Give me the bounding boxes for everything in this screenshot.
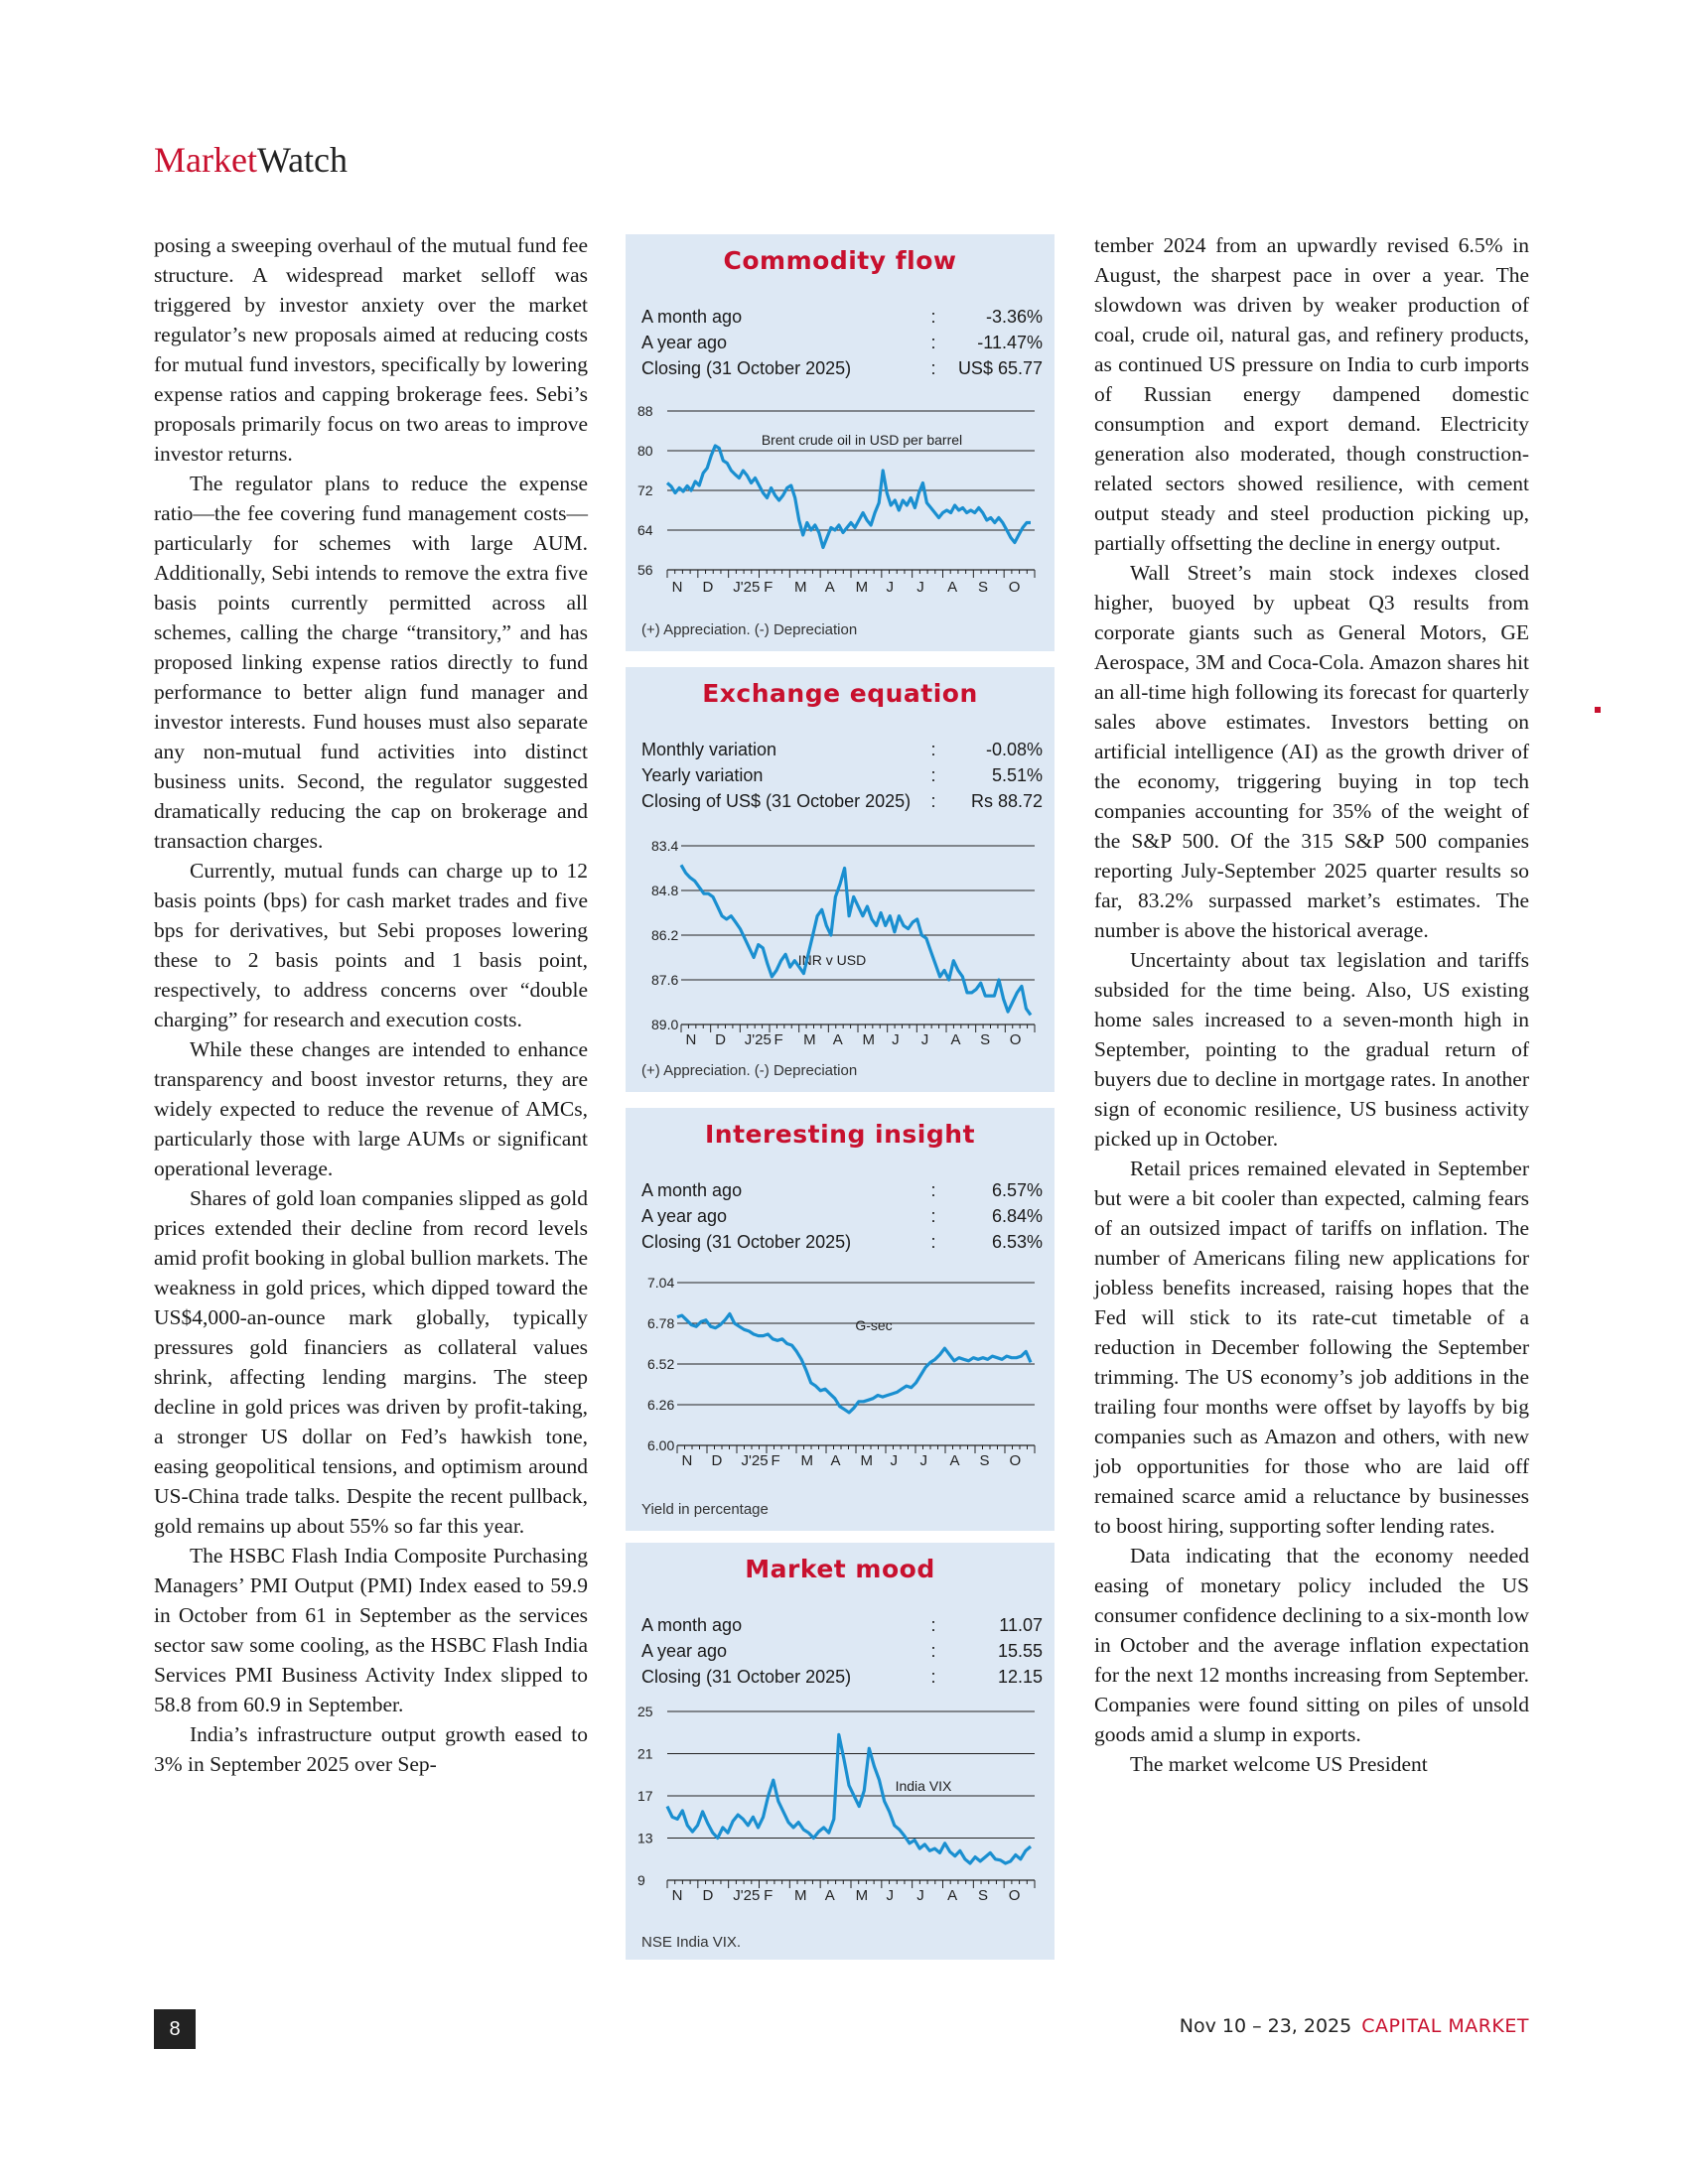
y-tick-label: 89.0 [651,1017,679,1032]
y-tick-label: 72 [637,482,653,498]
stats-row [641,737,1043,762]
stat-value: 6.53% [991,1232,1043,1252]
x-tick-label: D [702,579,714,596]
footer-info [1180,2015,1529,2037]
x-tick-label: M [862,1031,875,1048]
x-tick-label: O [1009,1452,1022,1469]
chart-note: Yield in percentage [641,1501,769,1518]
x-tick-label: M [793,579,807,596]
panel-title: Interesting insight [704,1120,976,1149]
stat-value: 12.15 [997,1667,1043,1687]
x-tick-label: J [920,1031,929,1048]
x-tick-label: M [860,1452,873,1469]
x-tick-label: J [886,579,894,596]
x-tick-label: N [671,579,683,596]
x-tick-label: N [685,1031,697,1048]
x-tick-label: O [1008,1887,1021,1904]
x-tick-label: J'25 [744,1031,772,1048]
y-tick-label: 87.6 [651,972,679,988]
stat-label: Monthly variation [641,740,777,759]
stats-row [641,1664,1043,1690]
india-vix-chart [626,1702,1055,1930]
stats-row [641,355,1043,381]
paragraph: The regulator plans to reduce the expense ratio—the fee covering fund management costs—particularly for schemes with large AUM. Additionally, Sebi intends to remove the extra five basis points currently permitted across all schemes, calling the charge “transitory,” and has proposed linking expense ratios directly to fund performance to better align fund manager and investor interests. Fund houses must also separate any non-mutual fund activities into distinct business units. Second, the regulator suggested dramatically reducing the cap on brokerage and transaction charges. [154,472,588,853]
paragraph: The HSBC Flash India Composite Purchasing Managers’ PMI Output (PMI) Index eased to 59.9 in October from 61 in September as the services sector saw some cooling, as the HSBC Flash India Services PMI Business Activity Index slipped to 58.8 from 60.9 in September. [154,1544,588,1716]
stats-row [641,1612,1043,1638]
x-tick-label: A [824,579,835,596]
x-tick-label: J [890,1452,898,1469]
x-tick-label: D [711,1452,723,1469]
x-tick-label: J [886,1887,894,1904]
stat-value: -11.47% [977,333,1043,352]
stats-table [641,304,1043,381]
x-tick-label: J [892,1031,900,1048]
chart-note: (+) Appreciation. (-) Depreciation [641,1062,858,1079]
stat-label: Closing (31 October 2025) [641,1667,852,1687]
x-tick-label: A [949,1452,960,1469]
stat-colon: : [930,1232,936,1252]
left-column [154,230,588,1779]
stats-row [641,788,1043,814]
series-label: Brent crude oil in USD per barrel [761,432,963,448]
y-tick-label: 86.2 [651,927,679,943]
x-tick-label: S [977,1887,988,1904]
magazine-brand: CAPITAL MARKET [1361,2015,1529,2037]
x-tick-label: F [764,1887,774,1904]
paragraph: tember 2024 from an upwardly revised 6.5% in August, the sharpest pace in over a year. The slowdown was driven by weaker production of coal, crude oil, natural gas, and refinery products, as continued US pressure on India to curb imports of Russian energy dampened domestic consumption and export demand. Electricity generation also moderated, though construction-related sectors showed resilience, with cement output steady and steel production picking up, partially offsetting the decline in energy output. [1094,233,1529,555]
x-tick-label: J'25 [741,1452,769,1469]
y-tick-label: 83.4 [651,838,679,854]
x-tick-label: M [855,579,869,596]
gsec-chart [626,1267,1055,1505]
x-tick-label: F [764,579,774,596]
paragraph: Data indicating that the economy needed easing of monetary policy included the US consumer confidence declining to a six-month low in October and the average inflation expectation for the next 12 months increasing from September. Companies were found sitting on piles of unsold goods amid a slump in exports. [1094,1544,1529,1746]
series-label: India VIX [895,1778,952,1794]
y-tick-label: 25 [637,1704,653,1719]
stat-colon: : [930,1641,936,1661]
paragraph: While these changes are intended to enhance transparency and boost investor returns, they are widely expected to reduce the revenue of AMCs, particularly those with large AUMs or significant operational leverage. [154,1037,588,1180]
x-tick-label: J'25 [733,579,761,596]
series-label: G-sec [855,1317,893,1333]
stat-colon: : [930,1180,936,1200]
stats-row [641,330,1043,355]
paragraph: India’s infrastructure output growth eased to 3% in September 2025 over Sep- [154,1722,588,1776]
stat-colon: : [930,740,936,759]
stat-label: A year ago [641,1206,728,1226]
x-tick-label: S [980,1031,991,1048]
panel-title: Exchange equation [702,679,978,708]
stat-colon: : [930,333,936,352]
stat-label: Closing of US$ (31 October 2025) [641,791,912,811]
masthead-market: Market [154,140,257,180]
issue-date: Nov 10 – 23, 2025 [1179,2015,1352,2037]
masthead-watch: Watch [256,140,349,180]
x-tick-label: F [774,1031,783,1048]
x-tick-label: F [771,1452,780,1469]
stat-value: Rs 88.72 [970,791,1043,811]
stat-colon: : [930,791,936,811]
stat-value: 15.55 [997,1641,1043,1661]
exchange-equation-panel [626,667,1055,1092]
x-tick-label: A [824,1887,835,1904]
stat-colon: : [930,358,936,378]
inr-usd-chart [626,826,1055,1064]
stat-label: Closing (31 October 2025) [641,1232,852,1252]
x-tick-label: A [947,579,958,596]
x-tick-label: D [702,1887,714,1904]
paragraph: Shares of gold loan companies slipped as gold prices extended their decline from record levels amid profit booking in global bullion markets. The weakness in gold prices, which dipped toward the US$4,000-an-ounce mark globally, typically pressures gold financiers as collateral values shrink, affecting lending margins. The steep decline in gold prices was driven by profit-taking, a stronger US dollar on Fed’s hawkish tone, easing geopolitical tensions, and optimism around US-China trade talks. Despite the recent pullback, gold remains up about 55% so far this year. [154,1186,588,1538]
paragraph: Uncertainty about tax legislation and tariffs subsided for the time being. Also, US existing home sales increased to a seven-month high in September, pointing to the gradual return of buyers due to decline in mortgage rates. In another sign of economic resilience, US business activity picked up in October. [1094,948,1529,1151]
series-line [677,1314,1031,1413]
x-tick-label: J [916,1887,924,1904]
brent-crude-chart [626,393,1055,621]
paragraph: Currently, mutual funds can charge up to 12 basis points (bps) for cash market trades and five bps for derivatives, but Sebi proposes lowering these to 2 basis points and 1 basis point, respectively, to address concerns over “double charging” for research and execution costs. [154,859,588,1031]
x-tick-label: N [681,1452,693,1469]
y-tick-label: 13 [637,1830,653,1846]
x-tick-label: A [832,1031,843,1048]
x-tick-label: M [800,1452,813,1469]
stats-row [641,762,1043,788]
x-tick-label: A [830,1452,841,1469]
x-tick-label: O [1009,1031,1022,1048]
x-tick-label: N [671,1887,683,1904]
x-tick-label: S [979,1452,990,1469]
series-label: INR v USD [797,952,867,968]
stats-row [641,1177,1043,1203]
x-tick-label: M [855,1887,869,1904]
stat-value: 11.07 [999,1615,1043,1635]
stat-colon: : [930,1667,936,1687]
stat-label: A year ago [641,1641,728,1661]
x-tick-label: J [916,579,924,596]
stats-row [641,1229,1043,1255]
y-tick-label: 80 [637,443,653,459]
right-column [1094,230,1529,1779]
stat-value: -0.08% [985,740,1043,759]
x-tick-label: A [950,1031,961,1048]
commodity-flow-panel [626,234,1055,651]
y-tick-label: 7.04 [647,1275,675,1291]
stat-label: Closing (31 October 2025) [641,358,852,378]
interesting-insight-panel [626,1108,1055,1531]
series-line [667,446,1031,548]
stats-table [641,1612,1043,1690]
stat-label: A month ago [641,1615,743,1635]
stats-row [641,304,1043,330]
stat-value: 6.57% [991,1180,1043,1200]
stat-colon: : [930,307,936,327]
x-tick-label: A [947,1887,958,1904]
y-tick-label: 6.52 [647,1356,675,1372]
y-tick-label: 64 [637,522,653,538]
y-tick-label: 6.26 [647,1397,675,1413]
x-tick-label: D [715,1031,726,1048]
stat-colon: : [930,1615,936,1635]
stat-colon: : [930,765,936,785]
x-tick-label: O [1008,579,1021,596]
stat-label: Yearly variation [641,765,764,785]
x-tick-label: S [977,579,988,596]
chart-note: NSE India VIX. [641,1934,742,1951]
x-tick-label: J'25 [733,1887,761,1904]
market-mood-panel [626,1543,1055,1960]
x-tick-label: M [803,1031,816,1048]
stat-value: 5.51% [991,765,1043,785]
stat-label: A month ago [641,1180,743,1200]
stat-value: 6.84% [991,1206,1043,1226]
y-tick-label: 17 [637,1788,653,1804]
paragraph: Wall Street’s main stock indexes closed higher, buoyed by upbeat Q3 results from corporate giants such as General Motors, GE Aerospace, 3M and Coca-Cola. Amazon shares hit an all-time high following its forecast for quarterly sales above estimates. Investors betting on artificial intelligence (AI) as the growth driver of the economy, triggering buying in top tech companies accounting for 35% of the weight of the S&P 500. Of the 315 S&P 500 companies reporting July-September 2025 quarter results so far, 83.2% surpassed market’s estimates. The number is above the historical average. [1094,561,1529,942]
stat-label: A year ago [641,333,728,352]
paragraph: The market welcome US President [1130,1752,1428,1776]
stat-value: -3.36% [985,307,1043,327]
stat-label: A month ago [641,307,743,327]
masthead [154,139,348,181]
chart-note: (+) Appreciation. (-) Depreciation [641,621,858,638]
stat-colon: : [930,1206,936,1226]
x-tick-label: M [793,1887,807,1904]
stat-value: US$ 65.77 [957,358,1043,378]
y-tick-label: 84.8 [651,883,679,898]
stats-table [641,1177,1043,1255]
y-tick-label: 6.00 [647,1437,675,1453]
paragraph: posing a sweeping overhaul of the mutual fund fee structure. A widespread market selloff was triggered by investor anxiety over the market regulator’s new proposals aimed at reducing costs for mutual fund investors, specifically by lowering expense ratios and capping brokerage fees. Sebi’s proposals primarily focus on two areas to improve investor returns. [154,233,588,466]
x-tick-label: J [919,1452,927,1469]
y-tick-label: 21 [637,1745,653,1762]
stats-row [641,1638,1043,1664]
y-tick-label: 9 [637,1872,645,1888]
stats-row [641,1203,1043,1229]
panel-title: Market mood [745,1555,935,1583]
page-number: 8 [154,2009,196,2049]
y-tick-label: 88 [637,403,653,419]
series-line [681,865,1031,1015]
y-tick-label: 56 [637,562,653,578]
y-tick-label: 6.78 [647,1315,675,1331]
stats-table [641,737,1043,814]
paragraph: Retail prices remained elevated in September but were a bit cooler than expected, calming fears of an outsized impact of tariffs on inflation. The number of Americans filing new applications for jobless benefits increased, raising hopes that the Fed will stick to its rate-cut timetable of a reduction in December following the September trimming. The US economy’s job additions in the trailing four months were offset by layoffs by big companies such as Amazon and others, with new job opportunities for those who are laid off remained scarce amid a reluctance by businesses to boost hiring, supporting softer lending rates. [1094,1157,1529,1538]
decorative-mark [1595,707,1601,713]
panel-title: Commodity flow [723,246,957,275]
